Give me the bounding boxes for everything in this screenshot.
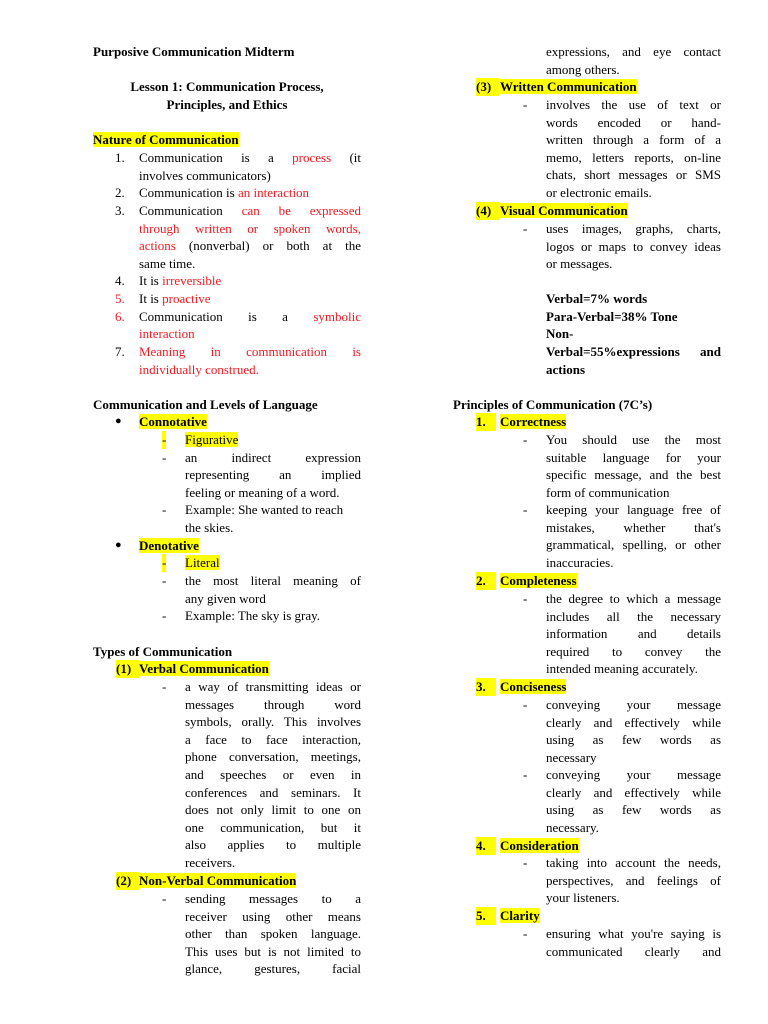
subheading-verbal: Verbal Communication	[139, 661, 269, 676]
principle-consideration: Consideration	[500, 838, 579, 853]
nonverbal-description-continued	[546, 43, 721, 78]
completeness-point-1-line: includes all the necessary	[546, 608, 721, 624]
nonverbal-description-line: expressions, and eye contact	[546, 44, 721, 59]
dash-marker: -	[523, 767, 528, 782]
completeness-point-1	[546, 590, 721, 678]
written-description-line: memo, letters reports, on-line	[546, 149, 721, 165]
correctness-point-2-line: grammatical, spelling, or other	[546, 537, 721, 553]
dash-marker: -	[162, 608, 167, 623]
dash-marker: -	[523, 697, 528, 712]
nonverbal-description-line: other than spoken language.	[185, 926, 361, 942]
denotative-def-line-2: any given word	[185, 591, 266, 606]
consideration-point-1-line: perspectives, and feelings of	[546, 872, 721, 888]
principle-number: 1.	[476, 413, 496, 431]
nature-item-4: It is irreversible	[139, 273, 222, 288]
nonverbal-description-line: among others.	[546, 61, 620, 77]
consideration-point-1	[546, 854, 721, 907]
connotative-example-line-2: the skies.	[185, 520, 234, 535]
denotative-example: Example: The sky is gray.	[185, 608, 321, 623]
consideration-point-1-line: taking into account the needs,	[546, 855, 721, 870]
consideration-point-1-line: your listeners.	[546, 890, 620, 906]
lesson-title-line-2: Principles, and Ethics	[166, 97, 288, 112]
completeness-point-1-line: required to convey the	[546, 643, 721, 659]
dash-marker: -	[162, 502, 167, 517]
dash-marker: -	[523, 855, 528, 870]
verbal-description-line: receivers.	[185, 854, 236, 870]
conciseness-point-2-line: clearly and effectively while	[546, 784, 721, 800]
conciseness-point-2-line: conveying your message	[546, 767, 721, 782]
dash-marker: -	[523, 432, 528, 447]
dash-marker: -	[162, 891, 167, 906]
conciseness-point-2-line: using as few words as	[546, 802, 721, 818]
conciseness-point-2-line: necessary.	[546, 819, 599, 835]
conciseness-point-1-line: conveying your message	[546, 697, 721, 712]
stat-nonverbal-line-1: Non-	[546, 326, 574, 341]
section-heading-levels: Communication and Levels of Language	[93, 397, 318, 412]
nature-item-3-line-2: through written or spoken words,	[139, 221, 361, 236]
subheading-denotative: Denotative	[139, 538, 199, 553]
verbal-description-line: and speeches or even in	[185, 766, 361, 782]
visual-description-line: logos or maps to convey ideas	[546, 238, 721, 254]
verbal-description-line: a way of transmitting ideas or	[185, 679, 361, 694]
completeness-point-1-line: information and details	[546, 626, 721, 642]
dash-marker: -	[162, 555, 167, 570]
section-heading-nature: Nature of Communication	[93, 132, 239, 147]
nature-item-3-line-4: same time.	[139, 256, 196, 271]
list-number: 5.	[115, 291, 125, 306]
visual-description	[546, 220, 721, 273]
principle-completeness: Completeness	[500, 573, 577, 588]
principle-clarity: Clarity	[500, 908, 540, 923]
dash-marker: -	[523, 591, 528, 606]
nonverbal-description-line: sending messages to a	[185, 891, 361, 906]
dash-marker: -	[162, 432, 167, 447]
nature-item-6-line-1: Communication is a symbolic	[139, 309, 361, 324]
nature-item-6-line-2: interaction	[139, 326, 195, 341]
nature-item-3-line-3: actions (nonverbal) or both at the	[139, 238, 362, 253]
nature-item-1-line-2: involves communicators)	[139, 168, 271, 183]
connotative-def-line-1: an indirect expression	[185, 450, 361, 465]
type-number: (2)	[116, 872, 139, 890]
list-number: 2.	[115, 185, 125, 200]
nonverbal-description-line: glance, gestures, facial	[185, 961, 361, 977]
verbal-description-line: also applies to multiple	[185, 837, 361, 853]
conciseness-point-2	[546, 766, 721, 836]
subheading-written: Written Communication	[500, 79, 637, 94]
stat-nonverbal-line-2: Verbal=55%expressions and	[546, 344, 721, 359]
nonverbal-description	[185, 890, 361, 978]
nature-item-5: It is proactive	[139, 291, 211, 306]
written-description-line: written through a form of a	[546, 132, 721, 148]
conciseness-point-1-line: using as few words as	[546, 732, 721, 748]
connotative-def-line-3: feeling or meaning of a word.	[185, 485, 340, 500]
principle-correctness: Correctness	[500, 414, 567, 429]
connotative-example-line-1: Example: She wanted to reach	[185, 502, 344, 517]
subheading-visual: Visual Communication	[500, 203, 628, 218]
dash-marker: -	[162, 679, 167, 694]
verbal-description-line: does not only limit to one on	[185, 802, 361, 818]
list-number: 6.	[115, 309, 125, 324]
correctness-point-2	[546, 501, 721, 571]
stat-paraverbal: Para-Verbal=38% Tone	[546, 309, 678, 324]
subheading-connotative: Connotative	[139, 414, 207, 429]
completeness-point-1-line: the degree to which a message	[546, 591, 721, 606]
dash-marker: -	[162, 450, 167, 465]
visual-description-line: or messages.	[546, 256, 613, 272]
subheading-literal: Literal	[185, 555, 220, 570]
written-description-line: involves the use of text or	[546, 97, 721, 112]
type-number: (3)	[476, 78, 499, 96]
bullet-icon: ●	[115, 539, 122, 551]
nature-item-7-line-1: Meaning in communication is	[139, 344, 361, 359]
written-description-line: chats, short messages or SMS	[546, 167, 721, 183]
written-description-line: words encoded or hand-	[546, 114, 721, 130]
clarity-point-1-line: ensuring what you're saying is	[546, 926, 721, 941]
nature-item-1-line-1: Communication is a process (it	[139, 150, 362, 165]
written-description	[546, 96, 721, 202]
list-number: 1.	[115, 150, 125, 165]
subheading-figurative: Figurative	[185, 432, 239, 447]
list-number: 3.	[115, 203, 125, 218]
list-number: 4.	[115, 273, 125, 288]
stat-nonverbal-line-3: actions	[546, 362, 585, 377]
nonverbal-description-line: This uses but is not limited to	[185, 943, 361, 959]
document-title: Purposive Communication Midterm	[93, 44, 295, 59]
principle-number: 3.	[476, 678, 496, 696]
correctness-point-1-line: You should use the most	[546, 432, 721, 447]
principle-number: 5.	[476, 907, 496, 925]
clarity-point-1	[546, 925, 721, 960]
correctness-point-2-line: keeping your language free of	[546, 502, 721, 517]
correctness-point-2-line: mistakes, whether that's	[546, 519, 721, 535]
subheading-nonverbal: Non-Verbal Communication	[139, 873, 297, 888]
principle-number: 4.	[476, 837, 496, 855]
correctness-point-1	[546, 431, 721, 501]
conciseness-point-1-line: clearly and effectively while	[546, 714, 721, 730]
type-number: (1)	[116, 660, 139, 678]
verbal-description-line: phone conversation, meetings,	[185, 749, 361, 765]
lesson-title-line-1: Lesson 1: Communication Process,	[130, 79, 324, 94]
nonverbal-description-line: receiver using other means	[185, 908, 361, 924]
verbal-description-line: symbols, orally. This involves	[185, 714, 361, 730]
verbal-description-line: conferences and seminars. It	[185, 784, 361, 800]
principle-number: 2.	[476, 572, 496, 590]
written-description-line: or electronic emails.	[546, 184, 652, 200]
correctness-point-1-line: specific message, and the best	[546, 467, 721, 483]
denotative-def-line-1: the most literal meaning of	[185, 573, 361, 588]
dash-marker: -	[523, 97, 528, 112]
principle-conciseness: Conciseness	[500, 679, 567, 694]
verbal-description	[185, 678, 361, 872]
dash-marker: -	[523, 926, 528, 941]
bullet-icon: ●	[115, 415, 122, 427]
correctness-point-1-line: form of communication	[546, 484, 670, 500]
section-heading-principles: Principles of Communication (7C’s)	[453, 397, 653, 412]
visual-description-line: uses images, graphs, charts,	[546, 221, 721, 236]
correctness-point-2-line: inaccuracies.	[546, 554, 614, 570]
connotative-def-line-2: representing an implied	[185, 467, 361, 482]
nature-item-2: Communication is an interaction	[139, 185, 310, 200]
section-heading-types: Types of Communication	[93, 644, 233, 659]
verbal-description-line: one communication, but it	[185, 819, 361, 835]
nature-item-7-line-2: individually construed.	[139, 362, 259, 377]
dash-marker: -	[162, 573, 167, 588]
verbal-description-line: messages through word	[185, 696, 361, 712]
stat-verbal: Verbal=7% words	[546, 291, 648, 306]
list-number: 7.	[115, 344, 125, 359]
dash-marker: -	[523, 502, 528, 517]
verbal-description-line: a face to face interaction,	[185, 731, 361, 747]
nature-item-3-line-1: Communication can be expressed	[139, 203, 361, 218]
completeness-point-1-line: intended meaning accurately.	[546, 661, 698, 677]
conciseness-point-1-line: necessary	[546, 749, 597, 765]
conciseness-point-1	[546, 696, 721, 766]
type-number: (4)	[476, 202, 499, 220]
correctness-point-1-line: suitable language for your	[546, 449, 721, 465]
clarity-point-1-line: communicated clearly and	[546, 943, 721, 959]
dash-marker: -	[523, 221, 528, 236]
